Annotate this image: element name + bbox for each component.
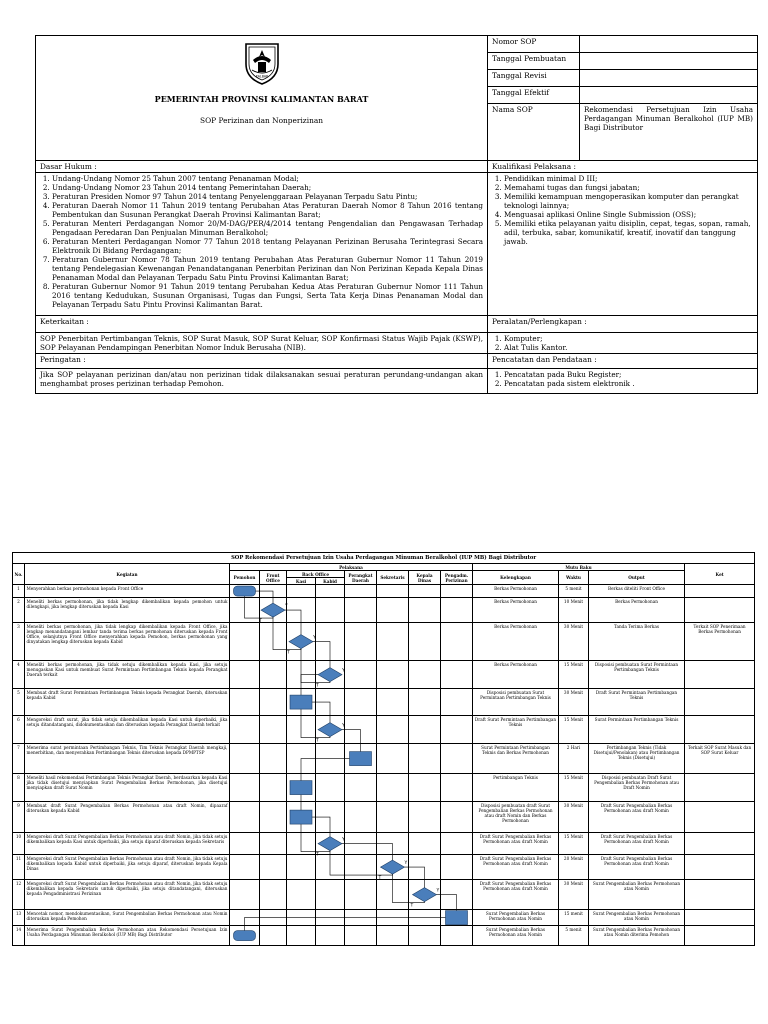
flow-row [13, 598, 755, 623]
kualifikasi-list [492, 174, 753, 246]
sop-flowchart-table [12, 552, 755, 946]
row-output: Surat Permintaan Pertimbangan Teknis [589, 716, 685, 744]
sop-name-value: Rekomendasi Persetujuan Izin Usaha Perdagangan Minuman Beralkohol (IUP MB) Bagi Distributor [580, 104, 758, 161]
reject-label: T [316, 683, 319, 689]
lane-cell [441, 910, 473, 926]
row-kegiatan: Membuat draft Surat Pengembalian Berkas Permohonan atau draft Nomin, dipaaraf diteruskan kepada Kabid [25, 802, 230, 833]
lane-cell [345, 744, 377, 774]
lane-cell [287, 689, 316, 716]
lane-cell [377, 802, 409, 833]
sop-subtitle: SOP Perizinan dan Nonperizinan [200, 116, 323, 125]
accept-label: Y [285, 604, 288, 610]
lane-cell [287, 910, 316, 926]
pencatatan-item: 2. Pencatatan pada sistem elektronik . [504, 379, 753, 388]
row-kegiatan: Meneliti berkas permohonan, jika tidak lengkap dikembalikan kepada pemohon untuk dilengkapi, jika lengkap diteruskan kepada Kasi [25, 598, 230, 623]
sop-header-table [35, 35, 758, 394]
lane-cell [230, 716, 260, 744]
row-number: 2 [13, 598, 25, 623]
lane-cell [441, 661, 473, 689]
lane-cell [377, 855, 409, 880]
row-kelengkapan: Draft Surat Pengembalian Berkas Permohonan atau draft Nomin [473, 855, 559, 880]
reject-label: T [316, 738, 319, 744]
header-identity-cell [36, 36, 488, 161]
accept-label: Y [342, 837, 345, 843]
row-ket [685, 598, 755, 623]
row-kegiatan: Membuat draft Surat Permintaan Pertimbangan Teknis kepada Perangkat Daerah, diteruskan kepada Kabid [25, 689, 230, 716]
row-kelengkapan: Disposisi pembuatan Surat Permintaan Pertimbangan Teknis [473, 689, 559, 716]
peralatan-item: 2. Alat Tulis Kantor. [504, 343, 753, 352]
kualifikasi-item: 3. Memiliki kemampuan mengoperasikan komputer dan perangkat teknologi lainnya; [504, 192, 753, 210]
row-number: 5 [13, 689, 25, 716]
lane-cell [316, 598, 345, 623]
flowchart-title: SOP Rekomendasi Persetujuan Izin Usaha Perdagangan Minuman Beralkohol (IUP MB) Bagi Distributor [13, 553, 755, 564]
row-output: Tanda Terima Berkas [589, 623, 685, 661]
dasar-hukum-list [40, 174, 483, 309]
row-kegiatan: Mencetak nomor, mendokumentasikan, Surat Pengembalian Berkas Permohonan atau Nomin diteruskan kepada Pemohon [25, 910, 230, 926]
row-kelengkapan: Pertimbangan Teknis [473, 774, 559, 802]
lane-cell [345, 880, 377, 910]
lane-cell [287, 661, 316, 689]
flow-row [13, 623, 755, 661]
peralatan-list-cell [488, 333, 758, 354]
lane-cell [316, 833, 345, 855]
meta-value-tanggal-efektif [580, 87, 758, 104]
row-output: Berkas Permohonan [589, 598, 685, 623]
dasar-hukum-item: 4. Peraturan Daerah Nomor 11 Tahun 2019 tentang Perubahan Atas Peraturan Daerah Nomor 8 Tahun 2016 tentang Pembentukan dan Susunan Perangkat Daerah Provinsi Kalimantan Barat; [52, 201, 483, 219]
dasar-hukum-label: Dasar Hukum : [36, 161, 488, 173]
row-number: 9 [13, 802, 25, 833]
row-kegiatan: Mengoreksi draft surat, jika tidak setuju dikembalikan kepada Kasi untuk diperbaiki, jika setuju ditandatangani, didokumentasikan dan diteruskan kepada Perangkat Daerah terkait [25, 716, 230, 744]
row-kelengkapan: Berkas Permohonan [473, 661, 559, 689]
lane-cell [260, 744, 287, 774]
lane-cell [345, 855, 377, 880]
lane-cell [316, 689, 345, 716]
lane-cell [441, 880, 473, 910]
row-output: Draft Surat Pengembalian Berkas Permohonan atau draft Nomin [589, 802, 685, 833]
flow-row [13, 774, 755, 802]
lane-cell [230, 598, 260, 623]
lane-cell [287, 926, 316, 946]
lane-cell [377, 926, 409, 946]
lane-cell [260, 623, 287, 661]
meta-value-nomor [580, 36, 758, 53]
lane-cell [409, 689, 441, 716]
flow-row [13, 802, 755, 833]
col-header-output: Output [589, 571, 685, 585]
lane-cell [260, 802, 287, 833]
row-kegiatan: Menyerahkan berkas permohonan kepada Front Office [25, 585, 230, 598]
col-header-pelaksana: Pelaksana [230, 564, 473, 571]
row-kegiatan: Menerima surat permintaan Pertimbangan Teknis, Tim Teknis Perangkat Daerah mengkaji, menerbitkan, dan menyerahkan Pertimbangan Teknis diteruskan kepada DPMPTSP [25, 744, 230, 774]
kualifikasi-item: 1. Pendidikan minimal D III; [504, 174, 753, 183]
svg-text:KALBAR: KALBAR [255, 74, 268, 79]
lane-cell [230, 926, 260, 946]
lane-cell [377, 661, 409, 689]
reject-label: T [378, 876, 382, 882]
lane-cell [345, 716, 377, 744]
row-ket [685, 661, 755, 689]
lane-cell [345, 623, 377, 661]
row-number: 8 [13, 774, 25, 802]
row-ket [685, 802, 755, 833]
lane-cell [260, 661, 287, 689]
col-header-ket: Ket [685, 564, 755, 585]
lane-cell [377, 716, 409, 744]
lane-cell [441, 689, 473, 716]
peringatan-text: Jika SOP pelayanan perizinan dan/atau non perizinan tidak dilaksanakan sesuai peraturan perundang-undangan akan menghambat proses perizinan terhadap Pemohon. [36, 369, 488, 394]
lane-cell [260, 926, 287, 946]
lane-cell [409, 774, 441, 802]
lane-cell [287, 802, 316, 833]
lane-cell [409, 910, 441, 926]
row-number: 7 [13, 744, 25, 774]
meta-label-tanggal-pembuatan: Tanggal Pembuatan [488, 53, 580, 70]
row-waktu: 15 Menit [559, 661, 589, 689]
row-waktu: 5 menit [559, 926, 589, 946]
kualifikasi-list-cell [488, 173, 758, 316]
col-header-kasi: Kasi [287, 578, 316, 585]
row-kegiatan: Menerima Surat Pengembalian Berkas Permohonan atau Rekomendasi Persetujuan Izin Usaha Perdagangan Minuman Beralkohol (IUP MB) Bagi Distributor [25, 926, 230, 946]
sop-name-label: Nama SOP [488, 104, 580, 161]
row-kelengkapan: Draft Surat Pengembalian Berkas Permohonan atau draft Nomin [473, 833, 559, 855]
row-kelengkapan: Surat Pengembalian Berkas Permohonan atau Nomin [473, 910, 559, 926]
lane-cell [441, 623, 473, 661]
accept-label: Y [436, 888, 440, 894]
peralatan-list [492, 334, 753, 352]
lane-cell [409, 802, 441, 833]
row-waktu: 2 Hari [559, 744, 589, 774]
flow-row [13, 926, 755, 946]
lane-cell [409, 585, 441, 598]
flowchart-body [13, 585, 755, 946]
row-output: Surat Pengembalian Berkas Permohonan atau Nomin [589, 880, 685, 910]
reject-label: T [316, 852, 319, 858]
lane-cell [345, 598, 377, 623]
keterkaitan-text: SOP Penerbitan Pertimbangan Teknis, SOP Surat Masuk, SOP Surat Keluar, SOP Konfirmasi Status Wajib Pajak (KSWP), SOP Pelayanan Pendampingan Penerbitan Nomor Induk Berusaha (NIB). [36, 333, 488, 354]
lane-cell [441, 833, 473, 855]
lane-cell [409, 623, 441, 661]
row-number: 10 [13, 833, 25, 855]
province-emblem-icon [242, 40, 282, 86]
row-number: 4 [13, 661, 25, 689]
dasar-hukum-list-cell [36, 173, 488, 316]
lane-cell [230, 585, 260, 598]
row-kelengkapan: Surat Pengembalian Berkas Permohonan atau Nomin [473, 926, 559, 946]
row-waktu: 15 Menit [559, 716, 589, 744]
dasar-hukum-item: 6. Peraturan Menteri Perdagangan Nomor 77 Tahun 2018 tentang Pelayanan Perizinan Berusaha Terintegrasi Secara Elektronik Di Bidang Perdagangan; [52, 237, 483, 255]
lane-cell [260, 833, 287, 855]
col-header-pengadm: Pengadm. Perizinan [441, 571, 473, 585]
dasar-hukum-item: 8. Peraturan Gubernur Nomor 91 Tahun 2019 tentang Perubahan Kedua Atas Peraturan Gubernur Nomor 111 Tahun 2016 tentang Kedudukan, Susunan Organisasi, Tugas dan Fungsi, Serta Tata Kerja Dinas Penanaman Modal dan Pelayanan Terpadu Satu Pintu Provinsi Kalimantan Barat. [52, 282, 483, 309]
lane-cell [260, 689, 287, 716]
peralatan-label: Peralatan/Perlengkapan : [488, 316, 758, 333]
lane-cell [409, 716, 441, 744]
row-number: 3 [13, 623, 25, 661]
lane-cell [287, 716, 316, 744]
lane-cell [441, 716, 473, 744]
lane-cell [260, 598, 287, 623]
lane-cell [316, 585, 345, 598]
lane-cell [230, 802, 260, 833]
flow-row [13, 910, 755, 926]
lane-cell [230, 833, 260, 855]
col-header-kabid: Kabid [316, 578, 345, 585]
col-header-mutu-baku: Mutu Baku [473, 564, 685, 571]
row-ket [685, 833, 755, 855]
reject-label: T [287, 650, 290, 656]
lane-cell [409, 744, 441, 774]
row-number: 14 [13, 926, 25, 946]
col-header-kelengkapan: Kelengkapan [473, 571, 559, 585]
lane-cell [260, 855, 287, 880]
lane-cell [287, 855, 316, 880]
dasar-hukum-item: 2. Undang-Undang Nomor 23 Tahun 2014 tentang Pemerintahan Daerah; [52, 183, 483, 192]
accept-label: Y [342, 668, 345, 674]
lane-cell [377, 689, 409, 716]
lane-cell [230, 880, 260, 910]
row-kelengkapan: Draft Surat Permintaan Pertimbangan Teknis [473, 716, 559, 744]
peralatan-item: 1. Komputer; [504, 334, 753, 343]
row-ket [685, 585, 755, 598]
dasar-hukum-item: 7. Peraturan Gubernur Nomor 78 Tahun 2019 tentang Perubahan Atas Peraturan Gubernur Nomor 11 Tahun 2019 tentang Pendelegasian Kewenangan Penandatanganan Penerbitan Perizinan dan Non Perizinan Kepada Kepala Dinas Penanaman Modal dan Pelayanan Terpadu Satu Pintu Provinsi Kalimantan Barat; [52, 255, 483, 282]
row-kegiatan: Mengoreksi draft Surat Pengembalian Berkas Permohonan atau draft Nomin, jika tidak setuju dikembalikan kepada Kabid untuk diperbaiki, jika setuju diparaf, diteruskan kepada Kepala Dinas [25, 855, 230, 880]
lane-cell [230, 744, 260, 774]
lane-cell [441, 802, 473, 833]
lane-cell [316, 926, 345, 946]
lane-cell [287, 833, 316, 855]
pencatatan-list-cell [488, 369, 758, 394]
row-kelengkapan: Berkas Permohonan [473, 585, 559, 598]
row-kelengkapan: Berkas Permohonan [473, 623, 559, 661]
lane-cell [287, 774, 316, 802]
lane-cell [316, 880, 345, 910]
row-ket: Terkait SOP Penerimaan Berkas Permohonan [685, 623, 755, 661]
row-ket [685, 855, 755, 880]
row-output: Berkas diteliti Front Office [589, 585, 685, 598]
lane-cell [230, 855, 260, 880]
flow-row [13, 689, 755, 716]
keterkaitan-label: Keterkaitan : [36, 316, 488, 333]
flow-row [13, 880, 755, 910]
lane-cell [316, 623, 345, 661]
col-header-kepala-dinas: Kepala Dinas [409, 571, 441, 585]
meta-value-tanggal-revisi [580, 70, 758, 87]
row-kegiatan: Meneliti berkas permohonan, jika tidak setuju dikembalikan kepada Kasi, jika setuju menugaskan Kasi untuk membuat Surat Permintaan Pertimbangan Teknis kepada Perangkat Daerah terkait [25, 661, 230, 689]
flow-row [13, 661, 755, 689]
row-number: 1 [13, 585, 25, 598]
reject-label: T [410, 903, 414, 909]
meta-value-tanggal-pembuatan [580, 53, 758, 70]
lane-cell [345, 910, 377, 926]
row-waktu: 30 Menit [559, 623, 589, 661]
meta-label-nomor: Nomor SOP [488, 36, 580, 53]
flow-row [13, 716, 755, 744]
lane-cell [260, 880, 287, 910]
pencatatan-label: Pencatatan dan Pendataan : [488, 354, 758, 369]
row-waktu: 20 Menit [559, 855, 589, 880]
row-output: Draft Surat Permintaan Pertimbangan Teknis [589, 689, 685, 716]
row-number: 13 [13, 910, 25, 926]
lane-cell [287, 880, 316, 910]
lane-cell [345, 802, 377, 833]
lane-cell [345, 661, 377, 689]
lane-cell [287, 744, 316, 774]
row-ket [685, 774, 755, 802]
lane-cell [230, 661, 260, 689]
lane-cell [345, 689, 377, 716]
row-waktu: 5 menit [559, 585, 589, 598]
dasar-hukum-item: 5. Peraturan Menteri Perdagangan Nomor 20/M-DAG/PER/4/2014 tentang Pengendalian dan Pengawasan Terhadap Pengadaan Peredaran Dan Penjualan Minuman Beralkohol; [52, 219, 483, 237]
lane-cell [441, 926, 473, 946]
meta-label-tanggal-revisi: Tanggal Revisi [488, 70, 580, 87]
row-ket: Terkait SOP Surat Masuk dan SOP Surat Keluar [685, 744, 755, 774]
flow-row [13, 833, 755, 855]
lane-cell [409, 833, 441, 855]
lane-cell [409, 880, 441, 910]
kualifikasi-item: 5. Memiliki etika pelayanan yaitu disiplin, cepat, tegas, sopan, ramah, adil, terbuka, sabar, komunikatif, kreatif, inovatif dan tanggung jawab. [504, 219, 753, 246]
lane-cell [441, 774, 473, 802]
lane-cell [441, 585, 473, 598]
lane-cell [316, 802, 345, 833]
kualifikasi-item: 4. Menguasai aplikasi Online Single Submission (OSS); [504, 210, 753, 219]
row-kelengkapan: Berkas Permohonan [473, 598, 559, 623]
row-waktu: 30 Menit [559, 802, 589, 833]
lane-cell [377, 774, 409, 802]
lane-cell [409, 598, 441, 623]
row-waktu: 30 Menit [559, 689, 589, 716]
row-kelengkapan: Draft Surat Pengembalian Berkas Permohonan atau draft Nomin [473, 880, 559, 910]
col-header-waktu: Waktu [559, 571, 589, 585]
col-header-no: No. [13, 564, 25, 585]
kualifikasi-label: Kualifikasi Pelaksana : [488, 161, 758, 173]
lane-cell [377, 585, 409, 598]
lane-cell [409, 661, 441, 689]
row-ket [685, 880, 755, 910]
lane-cell [260, 585, 287, 598]
row-output: Draft Surat Pengembalian Berkas Permohonan atau draft Nomin [589, 855, 685, 880]
row-waktu: 30 Menit [559, 880, 589, 910]
lane-cell [377, 910, 409, 926]
province-title: PEMERINTAH PROVINSI KALIMANTAN BARAT [154, 94, 369, 104]
row-ket [685, 910, 755, 926]
lane-cell [260, 716, 287, 744]
lane-cell [345, 774, 377, 802]
lane-cell [316, 855, 345, 880]
lane-cell [287, 585, 316, 598]
row-ket [685, 716, 755, 744]
lane-cell [316, 910, 345, 926]
lane-cell [345, 926, 377, 946]
lane-cell [230, 623, 260, 661]
row-waktu: 15 Menit [559, 833, 589, 855]
lane-cell [316, 716, 345, 744]
row-output: Disposisi pembuatan Draft Surat Pengembalian Berkas Permohonan atau Draft Nomin [589, 774, 685, 802]
lane-cell [377, 623, 409, 661]
row-output: Pertimbangan Teknis (Tidak Disetujui/Penolakan) atau Pertimbangan Teknis (Disetujui) [589, 744, 685, 774]
lane-cell [260, 774, 287, 802]
meta-label-tanggal-efektif: Tanggal Efektif [488, 87, 580, 104]
col-header-kegiatan: Kegiatan [25, 564, 230, 585]
lane-cell [230, 689, 260, 716]
dasar-hukum-item: 1. Undang-Undang Nomor 25 Tahun 2007 tentang Penanaman Modal; [52, 174, 483, 183]
row-kelengkapan: Disposisi pembuatan draft Surat Pengembalian Berkas Permohonan atau draft Nomin dan Berkas Permohonan [473, 802, 559, 833]
lane-cell [409, 855, 441, 880]
row-waktu: 15 menit [559, 910, 589, 926]
row-output: Disposisi pembuatan Surat Permintaan Pertimbangan Teknis [589, 661, 685, 689]
lane-cell [409, 926, 441, 946]
row-number: 6 [13, 716, 25, 744]
row-kegiatan: Meneliti berkas permohonan, jika tidak lengkap dikembalikan kepada Front Office, jika lengkap menandatangani lembar tanda terima berkas permohonan diteruskan kepada Front Office, selanjutnya Front Office menyerahkan kepada Pemohon, berkas permohonan yang dinyatakan lengkap diteruskan kepada Kabid [25, 623, 230, 661]
accept-label: Y [404, 861, 408, 867]
row-output: Surat Pengembalian Berkas Permohonan atau Nomin [589, 910, 685, 926]
lane-cell [377, 744, 409, 774]
lane-cell [441, 598, 473, 623]
lane-cell [260, 910, 287, 926]
row-ket [685, 926, 755, 946]
lane-cell [316, 661, 345, 689]
lane-cell [230, 910, 260, 926]
row-number: 12 [13, 880, 25, 910]
row-kegiatan: Mengoreksi draft Surat Pengembalian Berkas Permohonan atau draft Nomin, jika tidak setuju dikembalikan kepada Sekretaris untuk diperbaiki, jika setuju ditandatangani, diteruskan kepada Pengadministrasi Perizinan [25, 880, 230, 910]
peringatan-label: Peringatan : [36, 354, 488, 369]
row-number: 11 [13, 855, 25, 880]
row-kegiatan: Meneliti hasil rekomendasi Pertimbangan Teknis Perangkat Daerah, berdasarkan kepada Kasi jika tidak disetujui menyiapkan Surat Pengembalian Berkas Permohonan, jika disetujui menyiapkan draft Surat Nomin [25, 774, 230, 802]
lane-cell [441, 744, 473, 774]
lane-cell [287, 623, 316, 661]
lane-cell [316, 774, 345, 802]
flow-row [13, 855, 755, 880]
accept-label: Y [313, 635, 316, 641]
col-header-perangkat-daerah: Perangkat Daerah [345, 571, 377, 585]
lane-cell [345, 833, 377, 855]
flow-row [13, 744, 755, 774]
flow-row [13, 585, 755, 598]
lane-cell [377, 833, 409, 855]
row-kegiatan: Mengoreksi draft Surat Pengembalian Berkas Permohonan atau draft Nomin, jika tidak setuju dikembalikan kepada Kasi untuk diperbaiki, jika setuju diparaf diteruskan kepada Sekretaris [25, 833, 230, 855]
col-header-back-office: Back Office [287, 571, 345, 578]
row-output: Surat Pengembalian Berkas Permohonan atau Nomin diterima Pemohon [589, 926, 685, 946]
row-output: Draft Surat Pengembalian Berkas Permohonan atau draft Nomin [589, 833, 685, 855]
pencatatan-list [492, 370, 753, 388]
lane-cell [345, 585, 377, 598]
reject-label: T [259, 619, 262, 625]
lane-cell [230, 774, 260, 802]
kualifikasi-item: 2. Memahami tugas dan fungsi jabatan; [504, 183, 753, 192]
dasar-hukum-item: 3. Peraturan Presiden Nomor 97 Tahun 2014 tentang Penyelenggaraan Pelayanan Terpadu Satu Pintu; [52, 192, 483, 201]
row-waktu: 15 Menit [559, 774, 589, 802]
lane-cell [377, 880, 409, 910]
col-header-sekretaris: Sekretaris [377, 571, 409, 585]
row-ket [685, 689, 755, 716]
pencatatan-item: 1. Pencatatan pada Buku Register; [504, 370, 753, 379]
col-header-pemohon: Pemohon [230, 571, 260, 585]
lane-cell [441, 855, 473, 880]
accept-label: Y [342, 723, 345, 729]
lane-cell [377, 598, 409, 623]
lane-cell [316, 744, 345, 774]
lane-cell [287, 598, 316, 623]
col-header-front-office: Front Office [260, 571, 287, 585]
row-waktu: 10 Menit [559, 598, 589, 623]
row-kelengkapan: Surat Permintaan Pertimbangan Teknis dan Berkas Permohonan [473, 744, 559, 774]
